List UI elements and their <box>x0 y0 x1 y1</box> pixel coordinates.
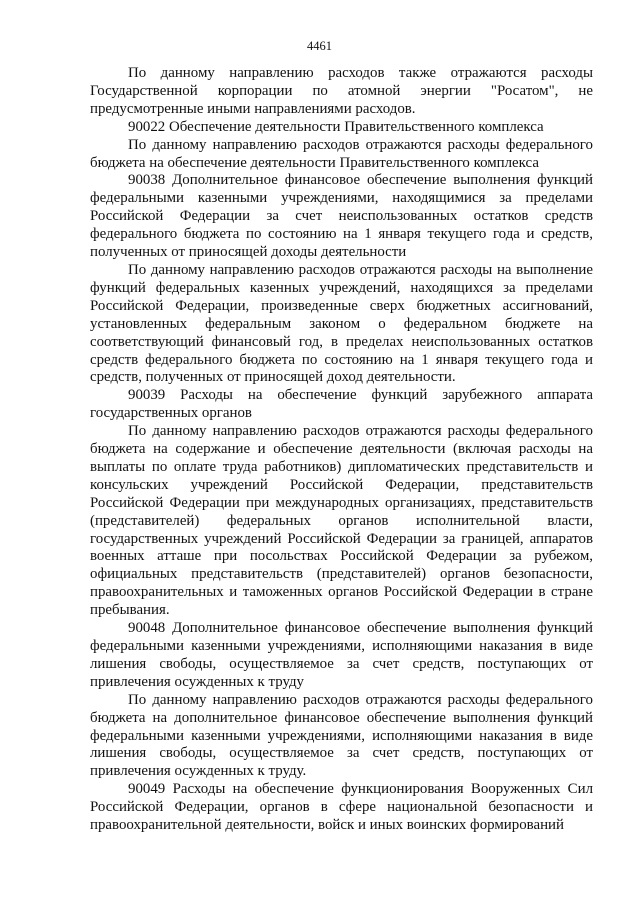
heading-90049: 90049 Расходы на обеспечение функционирования Вооруженных Сил Российской Федерации, органов в сфере национальной безопасности и правоохранительной деятельности, войск и иных воинских формирований <box>90 781 593 834</box>
paragraph-rosatom-expenses: По данному направлению расходов также отражаются расходы Государственной корпорации по атомной энергии "Росатом", не предусмотренные иными направлениями расходов. <box>90 65 593 117</box>
heading-90039: 90039 Расходы на обеспечение функций зарубежного аппарата государственных органов <box>90 387 593 422</box>
paragraph-90048-description: По данному направлению расходов отражаются расходы федерального бюджета на дополнительное финансовое обеспечение выполнения функций федеральными казенными учреждениями, исполняющими наказания в виде лишения свободы, осуществляемое за счет средств, поступающих от привлечения осужденных к труду. <box>90 691 593 780</box>
paragraph-90039-description: По данному направлению расходов отражаются расходы федерального бюджета на содержание и обеспечение деятельности (включая расходы на выплаты по оплате труда работников) дипломатических представительств и консульских учреждений Российской Федерации, представительств Российской Федерации при международных организациях, представительств (представителей) федеральных органов исполнительной власти, государственных учреждений Российской Федерации за границей, аппаратов военных атташе при посольствах Российской Федерации за рубежом, официальных представительств (представителей) органов безопасности, правоохранительных и таможенных органов Российской Федерации в стране пребывания. <box>90 423 593 619</box>
heading-90038: 90038 Дополнительное финансовое обеспечение выполнения функций федеральными казенными учреждениями, находящимися за пределами Российской Федерации за счет неиспользованных остатков средств федерального бюджета по состоянию на 1 января текущего года и средств, полученных от приносящей доходы деятельности <box>90 172 593 261</box>
paragraph-90038-description: По данному направлению расходов отражаются расходы на выполнение функций федеральных казенных учреждений, находящихся за пределами Российской Федерации, произведенные сверх бюджетных ассигнований, установленных федеральным законом о федеральном бюджете на соответствующий финансовый год, в пределах неиспользованных остатков средств федерального бюджета по состоянию на 1 января текущего года и средств, полученных от приносящей доход деятельности. <box>90 261 593 386</box>
paragraph-90022-description: По данному направлению расходов отражаются расходы федерального бюджета на обеспечение деятельности Правительственного комплекса <box>90 136 593 171</box>
heading-90022: 90022 Обеспечение деятельности Правительственного комплекса <box>128 118 544 135</box>
heading-90048: 90048 Дополнительное финансовое обеспечение выполнения функций федеральными казенными учреждениями, исполняющими наказания в виде лишения свободы, осуществляемое за счет средств, поступающих от привлечения осужденных к труду <box>90 620 593 690</box>
page-number: 4461 <box>307 39 332 53</box>
document-body <box>90 65 593 835</box>
